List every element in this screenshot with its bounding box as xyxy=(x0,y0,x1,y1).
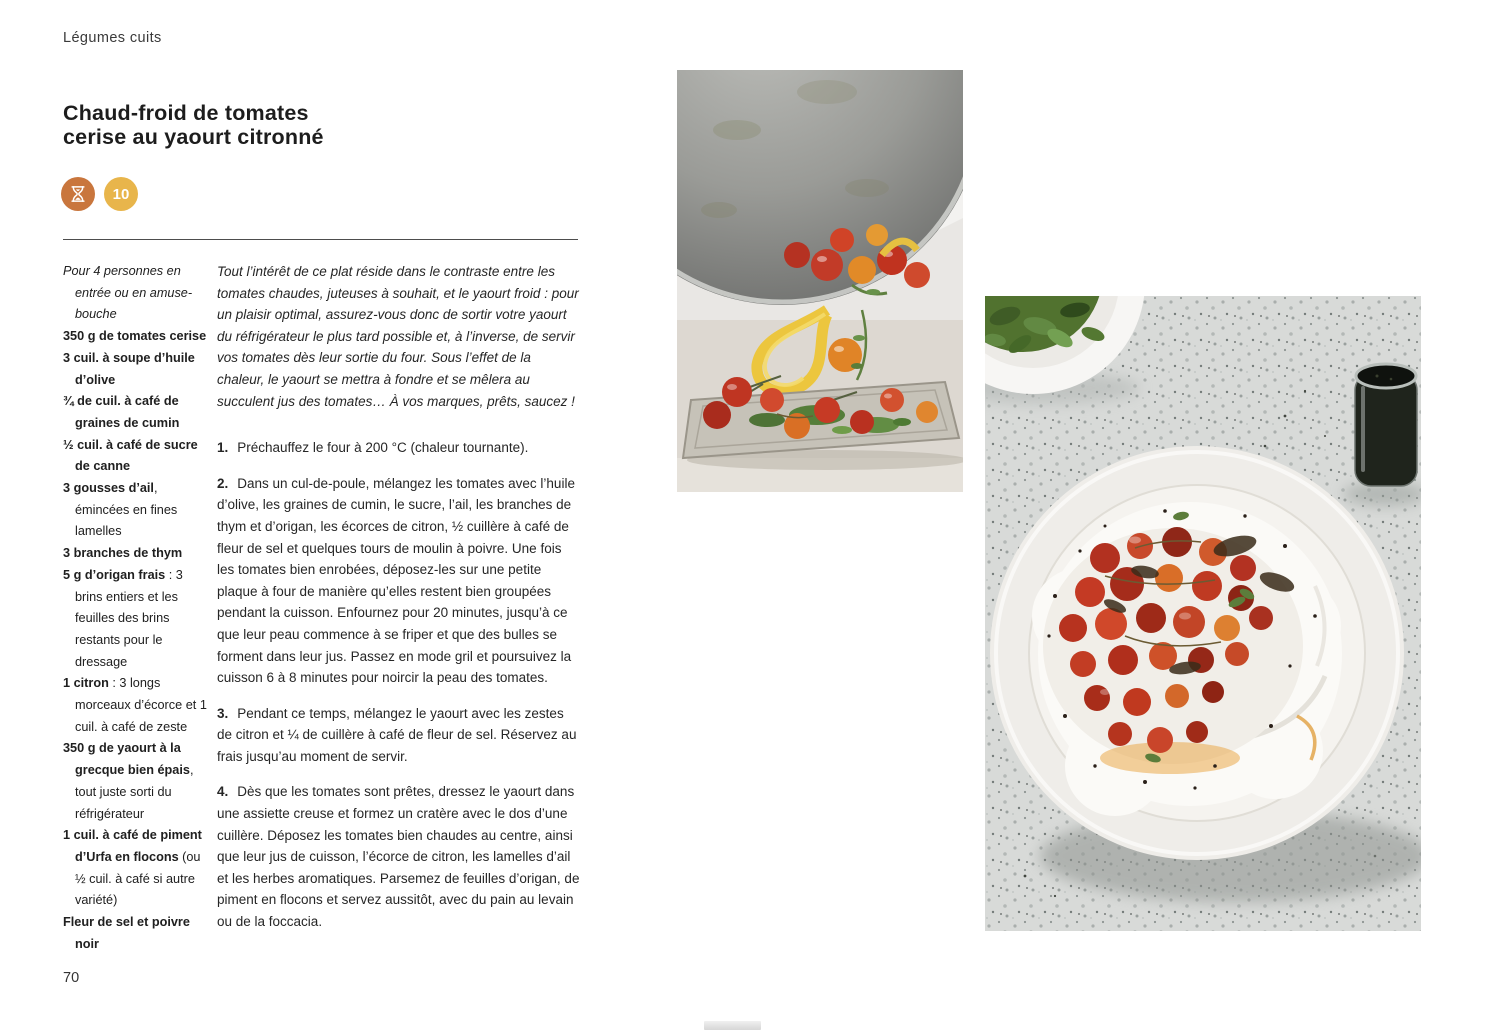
ingredient-item: 3 cuil. à soupe d’huile d’olive xyxy=(63,350,195,387)
step-number: 2. xyxy=(217,475,229,491)
ingredient-item: 350 g de tomates cerise xyxy=(63,329,207,344)
ingredient-item: 3 gousses d’ail, émincées en fines lamelles xyxy=(63,481,178,539)
step-text: Préchauffez le four à 200 °C (chaleur tournante). xyxy=(237,440,529,456)
recipe-title-line1: Chaud-froid de tomates xyxy=(63,101,309,125)
ingredient-item: 5 g d’origan frais : 3 brins entiers et les feuilles des brins restants pour le dressage xyxy=(63,567,183,669)
method-column xyxy=(217,261,580,947)
plated-dish-photo xyxy=(985,296,1421,931)
count-badge xyxy=(104,177,138,211)
recipe-step xyxy=(217,473,580,689)
hourglass-icon xyxy=(68,184,88,204)
bottom-scroll-handle[interactable] xyxy=(704,1021,761,1030)
herb-bowl-shape xyxy=(985,296,1145,404)
steps-list xyxy=(217,437,580,932)
tomatoes-pouring-photo xyxy=(677,70,963,492)
step-text: Dans un cul-de-poule, mélangez les tomates avec l’huile d’olive, les graines de cumin, le sucre, l’ail, les branches de thym et d’origan, les écorces de citron, ½ cuillère à café de fleur de sel et quelques tours de moulin à poivre. Une fois les tomates bien enrobées, déposez-les sur une petite plaque à four de manière qu’elles restent bien groupées pendant la cuisson. Enfournez pour 20 minutes, jusqu’à ce que leur peau commence à se friper et que des bulles se forment dans leur jus. Passez en mode gril et poursuivez la cuisson 6 à 8 minutes pour noircir la peau des tomates. xyxy=(217,475,575,686)
recipe-badges xyxy=(61,177,138,211)
step-number: 4. xyxy=(217,784,229,800)
ingredient-item: Pour 4 personnes en entrée ou en amuse-bouche xyxy=(63,264,193,322)
ingredient-item: ¾ de cuil. à café de graines de cumin xyxy=(63,394,180,430)
divider-rule xyxy=(63,239,578,240)
ingredient-item: 350 g de yaourt à la grecque bien épais, tout juste sorti du réfrigérateur xyxy=(63,741,194,821)
ingredient-item: 3 branches de thym xyxy=(63,546,183,561)
step-number: 1. xyxy=(217,440,229,456)
step-number: 3. xyxy=(217,705,229,721)
recipe-step xyxy=(217,781,580,932)
ingredient-item: 1 cuil. à café de piment d’Urfa en flocons (ou ½ cuil. à café si autre variété) xyxy=(63,828,202,908)
ingredients-list xyxy=(63,261,208,956)
step-text: Pendant ce temps, mélangez le yaourt avec les zestes de citron et ¼ de cuillère à café de fleur de sel. Réservez au frais jusqu’au moment de servir. xyxy=(217,705,577,764)
recipe-title-line2: cerise au yaourt citronné xyxy=(63,124,324,149)
ingredient-item: 1 citron : 3 longs morceaux d’écorce et 1 cuil. à café de zeste xyxy=(63,676,207,734)
count-badge-label: 10 xyxy=(112,185,130,203)
time-badge xyxy=(61,177,95,211)
step-text: Dès que les tomates sont prêtes, dressez le yaourt dans une assiette creuse et formez un cratère avec le dos d’une cuillère. Déposez les tomates bien chaudes au centre, ainsi que leur jus de cuisson, l’écorce de citron, les lamelles d’ail et les herbes aromatiques. Parsemez de feuilles d’origan, de piment en flocons et servez aussitôt, avec du pain au levain ou de la foccacia. xyxy=(217,784,580,930)
recipe-step xyxy=(217,437,580,459)
ingredient-item: ½ cuil. à café de sucre de canne xyxy=(63,437,198,474)
page-number: 70 xyxy=(63,970,80,986)
section-header: Légumes cuits xyxy=(63,30,162,46)
intro-paragraph: Tout l’intérêt de ce plat réside dans le contraste entre les tomates chaudes, juteuses à souhait, et le yaourt froid : pour un plaisir optimal, assurez-vous donc de sortir votre yaourt du réfrigérateur le plus tard possible et, à l’inverse, de servir vos tomates dès leur sortie du four. Sous l’effet de la chaleur, le yaourt se mettra à fondre et se mêlera au succulent jus des tomates… À vos marques, prêts, saucez ! xyxy=(217,264,579,409)
recipe-step xyxy=(217,703,580,768)
recipe-title xyxy=(63,102,324,149)
ingredient-item: Fleur de sel et poivre noir xyxy=(63,915,190,951)
